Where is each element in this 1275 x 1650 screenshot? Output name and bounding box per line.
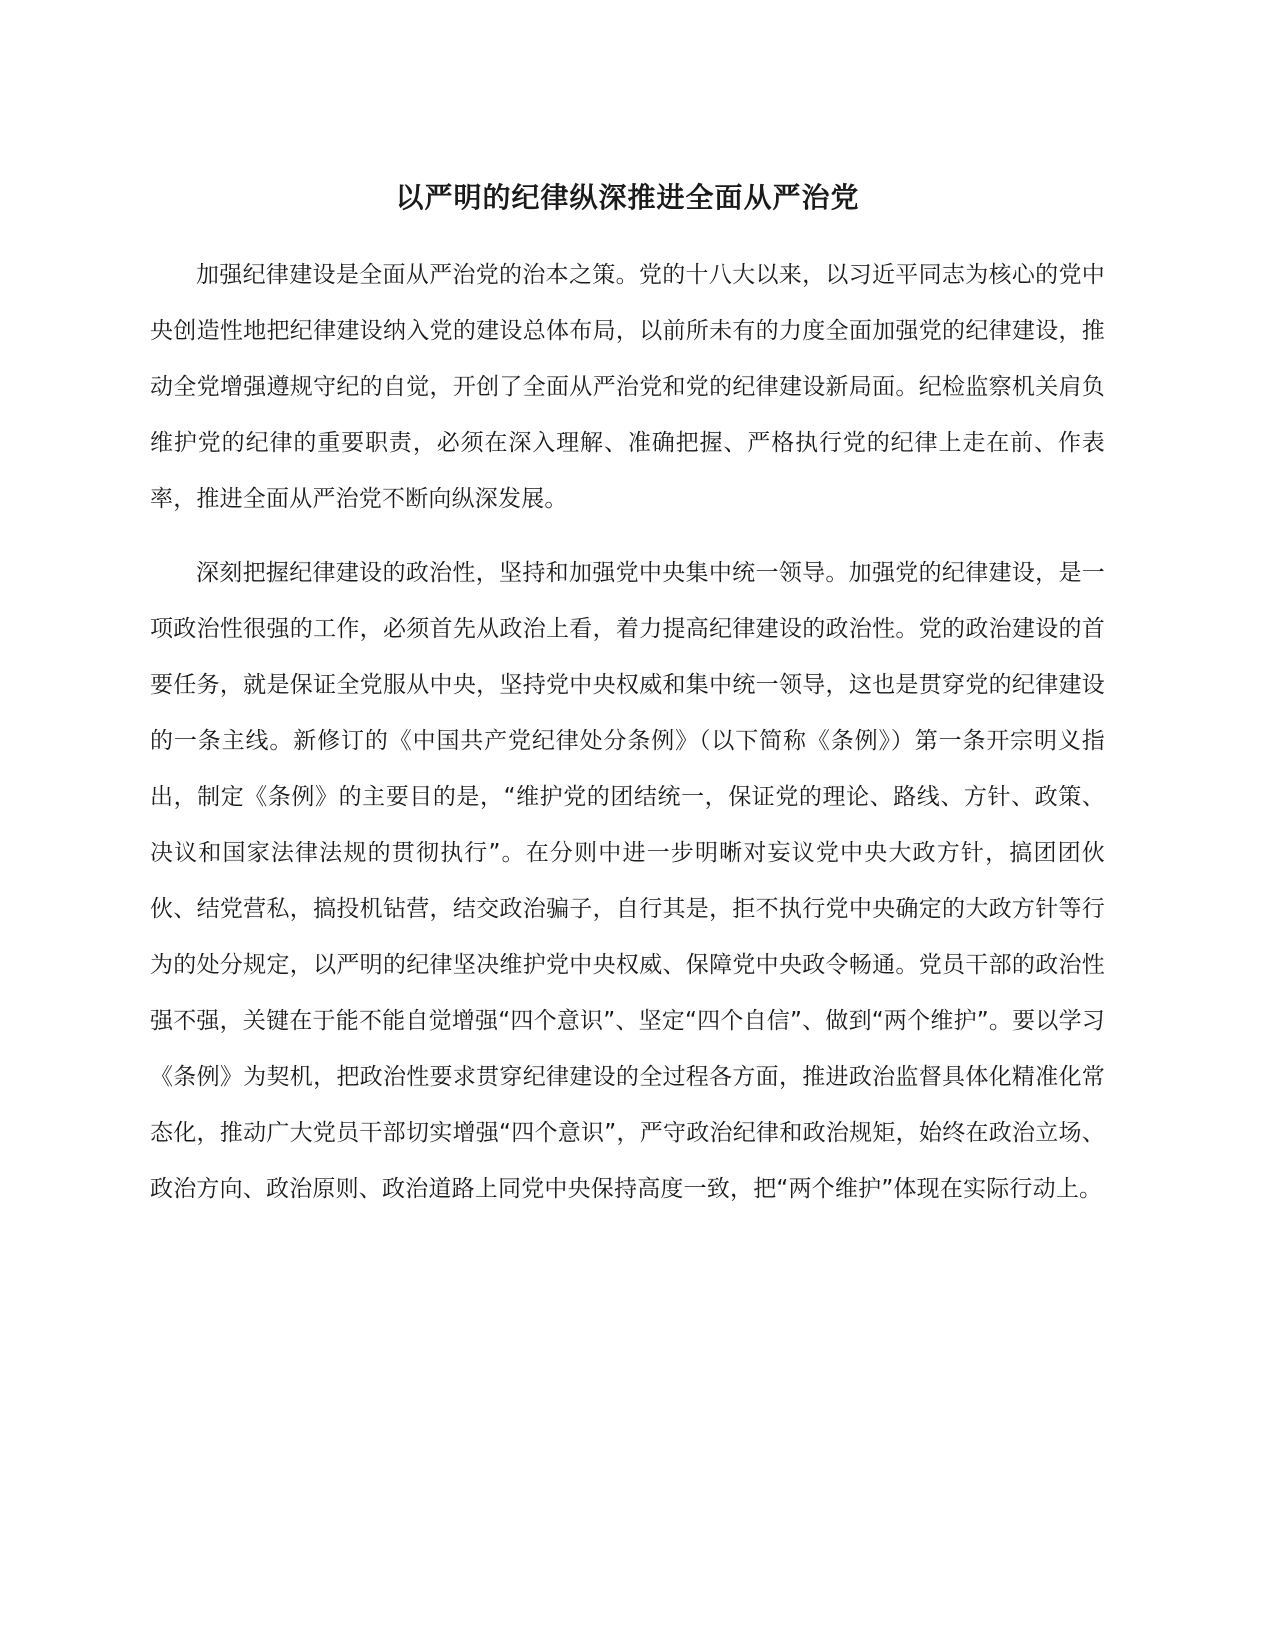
document-page	[150, 178, 1105, 1235]
document-title: 以严明的纪律纵深推进全面从严治党	[395, 181, 860, 214]
paragraph-1: 加强纪律建设是全面从严治党的治本之策。党的十八大以来，以习近平同志为核心的党中央创造性地把纪律建设纳入党的建设总体布局，以前所未有的力度全面加强党的纪律建设，推动全党增强遵规守纪的自觉，开创了全面从严治党和党的纪律建设新局面。纪检监察机关肩负维护党的纪律的重要职责，必须在深入理解、准确把握、严格执行党的纪律上走在前、作表率，推进全面从严治党不断向纵深发展。	[150, 262, 1105, 513]
paragraph-2: 深刻把握纪律建设的政治性，坚持和加强党中央集中统一领导。加强党的纪律建设，是一项政治性很强的工作，必须首先从政治上看，着力提高纪律建设的政治性。党的政治建设的首要任务，就是保证全党服从中央，坚持党中央权威和集中统一领导，这也是贯穿党的纪律建设的一条主线。新修订的《中国共产党纪律处分条例》（以下简称《条例》）第一条开宗明义指出，制定《条例》的主要目的是，“维护党的团结统一，保证党的理论、路线、方针、政策、决议和国家法律法规的贯彻执行”。在分则中进一步明晰对妄议党中央大政方针，搞团团伙伙、结党营私，搞投机钻营，结交政治骗子，自行其是，拒不执行党中央确定的大政方针等行为的处分规定，以严明的纪律坚决维护党中央权威、保障党中央政令畅通。党员干部的政治性强不强，关键在于能不能自觉增强“四个意识”、坚定“四个自信”、做到“两个维护”。要以学习《条例》为契机，把政治性要求贯穿纪律建设的全过程各方面，推进政治监督具体化精准化常态化，推动广大党员干部切实增强“四个意识”，严守政治纪律和政治规矩，始终在政治立场、政治方向、政治原则、政治道路上同党中央保持高度一致，把“两个维护”体现在实际行动上。	[150, 560, 1105, 1203]
